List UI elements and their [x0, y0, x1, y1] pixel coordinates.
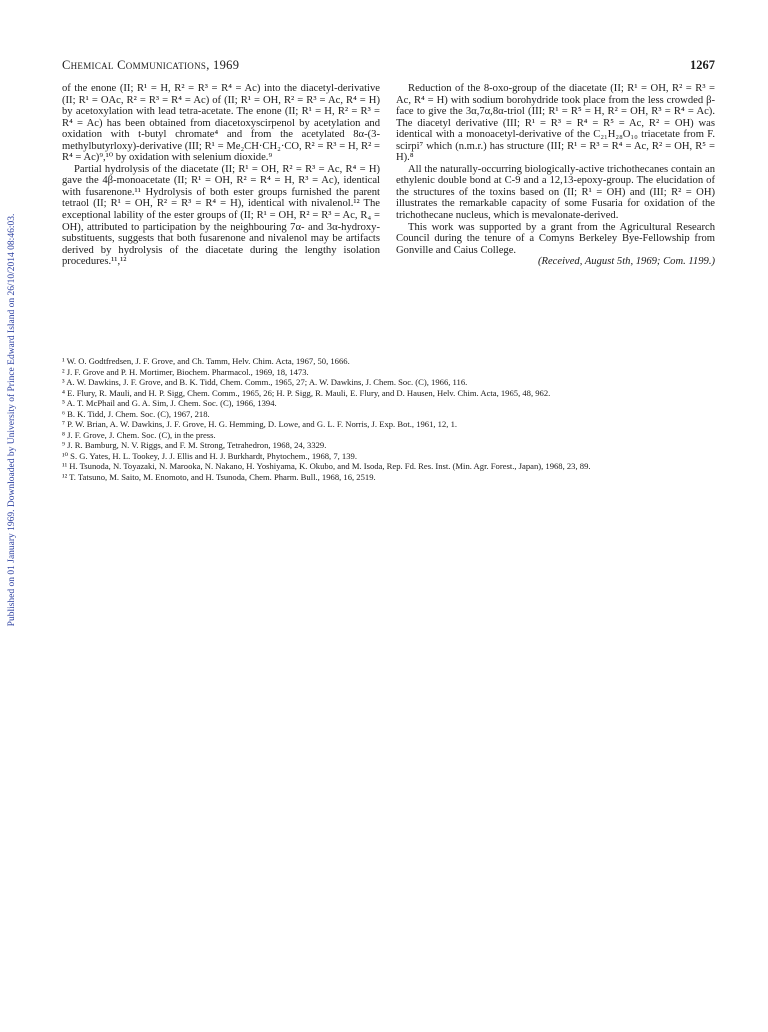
reference-item: ¹² T. Tatsuno, M. Saito, M. Enomoto, and H. Tsunoda, Chem. Pharm. Bull., 1968, 16, 2519.	[62, 471, 376, 482]
reference-list	[62, 356, 715, 482]
reference-item: ⁴ E. Flury, R. Mauli, and H. P. Sigg, Chem. Comm., 1965, 26; H. P. Sigg, R. Mauli, E. Flury, and D. Hausen, Helv. Chim. Acta, 1965, 48, 962.	[62, 387, 551, 398]
reference-item: ⁹ J. R. Bamburg, N. V. Riggs, and F. M. Strong, Tetrahedron, 1968, 24, 3329.	[62, 440, 327, 450]
left-column	[62, 83, 380, 268]
reference-item: ¹⁰ S. G. Yates, H. L. Tookey, J. J. Ellis and H. J. Burkhardt, Phytochem., 1968, 7, 139.	[62, 450, 357, 461]
download-watermark-text: Published on 01 January 1969. Downloaded by University of Prince Edward Island on 26/10/2014 08:46:03.	[7, 213, 17, 627]
reference-item: ⁶ B. K. Tidd, J. Chem. Soc. (C), 1967, 218.	[62, 408, 210, 419]
left-paragraph-2: Partial hydrolysis of the diacetate (II; R¹ = OH, R² = R³ = Ac, R⁴ = H) gave the 4β-monoacetate (II; R¹ = OH, R² = R⁴ = H, R³ = Ac), identical with fusarenone.¹¹ Hydrolysis of both ester groups furnished the parent tetraol (II; R¹ = OH, R² = R³ = R⁴ = H), identical with nivalenol.¹² The exceptional lability of the ester groups of (II; R¹ = OH, R² = R³ = Ac, R₄ = OH), attributed to participation by the neighbouring 7α- and 3α-hydroxy-substituents, suggests that both fusarenone and nivalenol may be artifacts derived by hydrolysis of the diacetate during the lengthy isolation procedures.¹¹,¹²	[62, 163, 380, 268]
right-paragraph-3: This work was supported by a grant from the Agricultural Research Council during the tenure of a Comyns Berkeley Bye-Fellowship from Gonville and Caius College.	[396, 221, 715, 256]
reference-item: ⁸ J. F. Grove, J. Chem. Soc. (C), in the press.	[62, 429, 216, 440]
page-number: 1267	[690, 58, 715, 72]
right-paragraph-1: Reduction of the 8-oxo-group of the diacetate (II; R¹ = OH, R² = R³ = Ac, R⁴ = H) with sodium borohydride took place from the less crowded β-face to give the 3α,7α,8α-triol (III; R¹ = R⁵ = H, R² = OH, R³ = R⁴ = Ac). The diacetyl derivative (III; R¹ = R³ = R⁴ = R⁵ = Ac, R² = OH) was identical with a monoacetyl-derivative of the C₂₁H₂₈O₁₀ triacetate from F. scirpi⁷ which (n.m.r.) has structure (III; R¹ = R³ = R⁴ = Ac, R² = OH, R⁵ = H).⁸	[396, 83, 715, 164]
reference-item: ¹ W. O. Godtfredsen, J. F. Grove, and Ch. Tamm, Helv. Chim. Acta, 1967, 50, 1666.	[62, 356, 350, 366]
reference-item: ³ A. W. Dawkins, J. F. Grove, and B. K. Tidd, Chem. Comm., 1965, 27; A. W. Dawkins, J. Chem. Soc. (C), 1966, 116.	[62, 377, 468, 387]
journal-title: Chemical Communications, 1969	[62, 58, 240, 72]
reference-item: ⁷ P. W. Brian, A. W. Dawkins, J. F. Grove, H. G. Hemming, D. Lowe, and G. L. F. Norris, J. Exp. Bot., 1961, 12, 1.	[62, 419, 458, 429]
right-column	[396, 83, 715, 268]
reference-item: ² J. F. Grove and P. H. Mortimer, Biochem. Pharmacol., 1969, 18, 1473.	[62, 366, 309, 377]
reference-item: ¹¹ H. Tsunoda, N. Toyazaki, N. Marooka, N. Nakano, H. Yoshiyama, K. Okubo, and M. Isoda, Rep. Fd. Res. Inst. (Min. Agr. Forest., Japan), 1968, 23, 89.	[62, 461, 591, 471]
reference-item: ⁵ A. T. McPhail and G. A. Sim, J. Chem. Soc. (C), 1966, 1394.	[62, 398, 277, 408]
left-paragraph-1: of the enone (II; R¹ = H, R² = R³ = R⁴ = Ac) into the diacetyl-derivative (II; R¹ = OAc, R² = R³ = R⁴ = Ac) of (II; R¹ = OH, R² = R³ = Ac, R⁴ = H) by acetoxylation with lead tetra-acetate. The enone (II; R¹ = H, R² = R³ = R⁴ = Ac) has been obtained from diacetoxyscirpenol by acetylation and oxidation with t-butyl chromate⁴ and from the acetylated 8α-(3-methylbutyrloxy)-derivative (III; R¹ = Me₂CH·CH₂·CO, R² = R³ = H, R² = R⁴ = Ac)⁹,¹⁰ by oxidation with selenium dioxide.⁹	[62, 83, 380, 164]
received-note: (Received, August 5th, 1969; Com. 1199.)	[537, 256, 715, 268]
page-header	[62, 58, 715, 74]
right-paragraph-2: All the naturally-occurring biologically-active trichothecanes contain an ethylenic double bond at C-9 and a 12,13-epoxy-group. The elucidation of the structures of the toxins based on (II; R¹ = OH) and (III; R² = OH) illustrates the remarkable capacity of some Fusaria for oxidation of the trichothecane nucleus, which is mevalonate-derived.	[396, 163, 715, 222]
download-watermark	[0, 160, 24, 680]
